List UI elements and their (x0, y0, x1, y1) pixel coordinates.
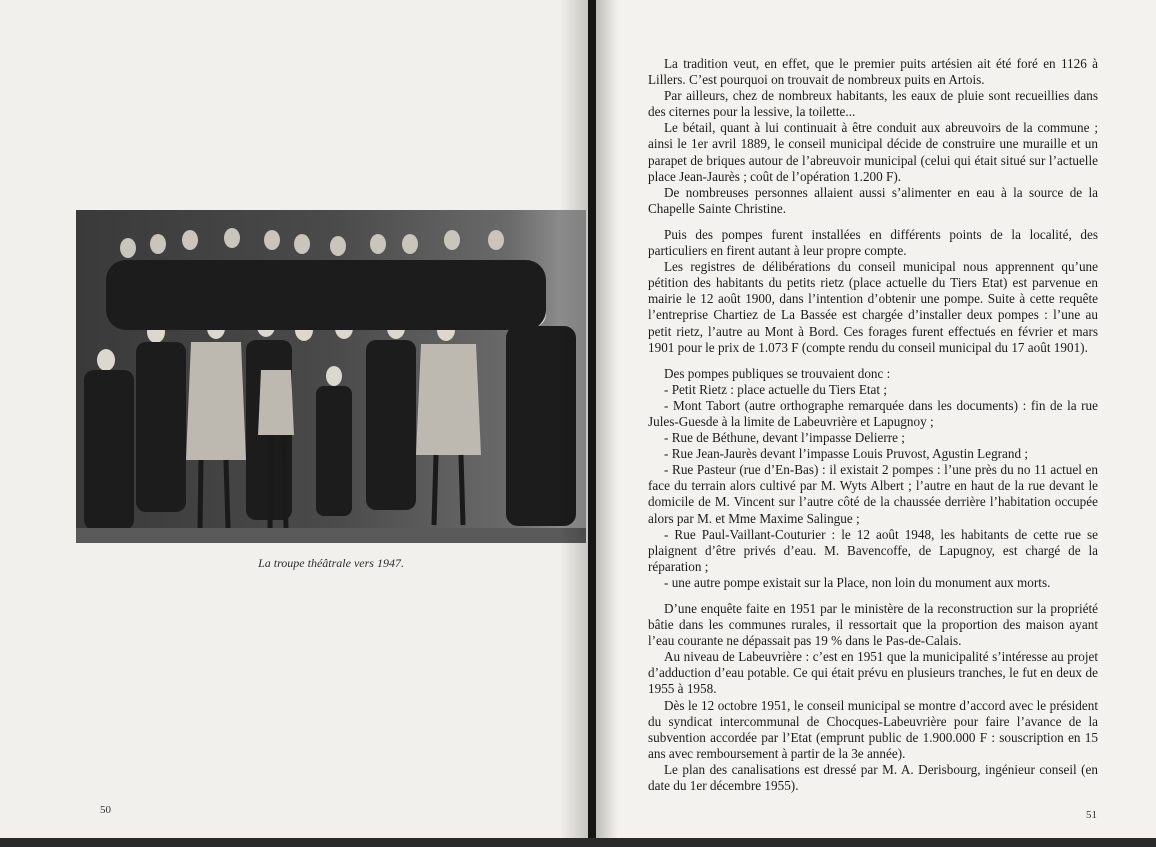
book-bottom-edge (0, 838, 1156, 847)
group-photograph (76, 210, 586, 543)
paragraph: D’une enquête faite en 1951 par le ministère de la reconstruction sur la propriété bâtie dans les communes rurales, il ressortait que la proportion des maison ayant l’eau courante ne dépassait pas 19 % dans le Pas-de-Calais. (648, 601, 1098, 649)
list-item: - Rue Jean-Jaurès devant l’impasse Louis Pruvost, Agustin Legrand ; (664, 446, 1029, 462)
list-item: - Rue Paul-Vaillant-Couturier : le 12 août 1948, les habitants de cette rue se plaignent d’être privés d’eau. M. Bavencoffe, de Lapugnoy, est chargé de la réparation ; (648, 526, 1098, 574)
paragraph: Le plan des canalisations est dressé par M. A. Derisbourg, ingénieur conseil (en date du 1er décembre 1955). (648, 761, 1098, 794)
paragraph: Au niveau de Labeuvrière : c’est en 1951 que la municipalité s’intéresse au projet d’adduction d’eau potable. Ce qui était prévu en plusieurs tranches, le fut en deux de 1955 à 1958. (648, 649, 1098, 697)
paragraph: Puis des pompes furent installées en différents points de la localité, des particuliers en firent autant à leur propre compte. (648, 226, 1098, 259)
book-gutter (588, 0, 596, 847)
paragraph: De nombreuses personnes allaient aussi s’alimenter en eau à la source de la Chapelle Sainte Christine. (648, 184, 1098, 216)
page-number-right: 51 (1086, 809, 1097, 821)
photo-image (76, 210, 586, 543)
paragraph: Des pompes publiques se trouvaient donc : (664, 365, 891, 381)
list-item: - une autre pompe existait sur la Place, non loin du monument aux morts. (664, 574, 1051, 590)
paragraph: La tradition veut, en effet, que le premier puits artésien ait été foré en 1126 à Lillers. C’est pourquoi on trouvait de nombreux puits en Artois. (648, 56, 1098, 88)
list-item: - Rue Pasteur (rue d’En-Bas) : il existait 2 pompes : l’une près du no 11 actuel en face du terrain alors cultivé par M. Wyts Albert ; l’autre en haut de la rue devant le domicile de M. Vincent sur l’autre côté de la chaussée derrière l’habitation occupée alors par M. et Mme Maxime Salingue ; (648, 462, 1098, 526)
right-page-text (648, 56, 1098, 794)
list-item: - Rue de Béthune, devant l’impasse Delierre ; (664, 430, 905, 446)
spine-shadow-right (596, 0, 618, 847)
spine-shadow-left (560, 0, 588, 847)
paragraph: Dès le 12 octobre 1951, le conseil municipal se montre d’accord avec le président du syndicat intercommunal de Chocques-Labeuvrière pour faire l’avance de la subvention accordée par l’Etat (emprunt public de 1.900.000 F : souscription en 15 ans avec remboursement à partir de la 3e année). (648, 697, 1098, 761)
list-item: - Petit Rietz : place actuelle du Tiers Etat ; (664, 381, 888, 397)
page-number-left: 50 (100, 804, 111, 816)
paragraph: Le bétail, quant à lui continuait à être conduit aux abreuvoirs de la commune ; ainsi le 1er avril 1889, le conseil municipal décide de construire une muraille et un parapet de briques autour de l’abreuvoir municipal (celui qui était situé sur l’actuelle place Jean-Jaurès ; coût de l’opération 1.200 F). (648, 120, 1098, 184)
list-item: - Mont Tabort (autre orthographe remarquée dans les documents) : fin de la rue Jules-Guesde à la limite de Labeuvrière et Lapugnoy ; (648, 397, 1098, 429)
photo-caption: La troupe théâtrale vers 1947. (258, 556, 404, 570)
paragraph: Les registres de délibérations du conseil municipal nous apprennent qu’une pétition des habitants du petits rietz (place actuelle du Tiers Etat) est parvenue en mairie le 12 août 1900, dans l’intention d’obtenir une pompe. Suite à cette requête l’entreprise Chartiez de La Bassée est chargée d’installer deux pompes : l’une au petit rietz, l’autre au Mont à Bord. Ces forages furent effectués en février et mars 1901 pour le prix de 1.073 F (compte rendu du conseil municipal du 17 août 1901). (648, 259, 1098, 355)
paragraph: Par ailleurs, chez de nombreux habitants, les eaux de pluie sont recueillies dans des citernes pour la lessive, la toilette... (648, 88, 1098, 120)
